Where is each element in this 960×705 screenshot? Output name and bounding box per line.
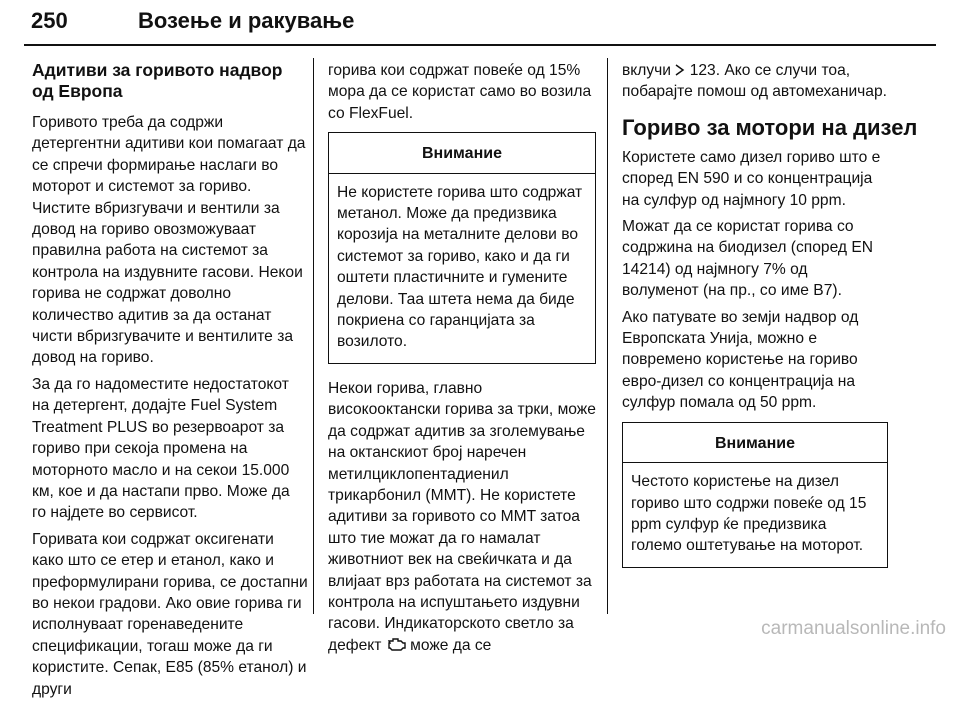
warning-text: Не користете горива што содржат метанол. Може да предизвика корозија на металните делови во системот за гориво, како и да ги оштети пластичните и гумените делови. Таа штета нема да биде покриена со гаранцијата за возилото. — [337, 183, 583, 351]
warning-title: Внимание — [623, 423, 887, 463]
section-heading-additives: Адитиви за горивото надвор од Европа — [32, 60, 283, 101]
engine-check-icon — [386, 635, 406, 656]
reference-arrow-icon — [675, 60, 685, 81]
column-divider-2 — [607, 58, 608, 614]
column-1 — [32, 60, 308, 705]
warning-text: Честото користење на дизел гориво што содржи повеќе од 15 ppm сулфур ќе предизвика големо оштетување на моторот. — [631, 473, 867, 555]
column-divider-1 — [313, 58, 314, 614]
warning-box — [622, 422, 888, 568]
paragraph — [328, 378, 596, 656]
section-heading-diesel: Гориво за мотори на дизел — [622, 114, 918, 140]
paragraph — [622, 60, 888, 103]
paragraph: горива кои содржат повеќе од 15% мора да се користат само во возила со FlexFuel. — [328, 62, 592, 122]
paragraph: Горивата кои содржат оксигенати како што се етер и етанол, како и преформулирани горива, се достапни во некои градови. Ако овие горива ги исполнуваат горенаведените спецификации, тогаш може да ги користите. Сепак, E85 (85% етанол) и други — [32, 530, 308, 698]
column-3 — [622, 60, 918, 582]
page-header — [24, 0, 936, 52]
paragraph: Ако патувате во земји надвор од Европската Унија, можно е повремено користење на гориво евро-дизел со концентрација на сулфур помала од 50 ppm. — [622, 308, 859, 412]
paragraph-text: . Ако се случи тоа, побарајте помош од автомеханичар. — [622, 62, 887, 101]
warning-title: Внимание — [329, 133, 595, 173]
warning-box — [328, 132, 596, 364]
column-2 — [328, 60, 596, 661]
page-reference[interactable]: 123 — [689, 62, 716, 79]
chapter-title: Возење и ракување — [138, 8, 355, 33]
paragraph: За да го надоместите недостатокот на детергент, додајте Fuel System Treatment PLUS во резервоарот за гориво при секоја промена на моторното масло и на секои 15.000 км, кое и да настапи прво. Може да го најдете во сервисот. — [32, 375, 290, 522]
paragraph-text: може да се — [405, 636, 492, 654]
header-rule — [24, 44, 936, 46]
page-number: 250 — [31, 8, 68, 33]
paragraph-text: вклучи — [622, 62, 676, 79]
paragraph-text: Некои горива, главно високооктански горива за трки, може да содржат адитив за зголемување на октанскиот број наречен метилциклопентадиенил трикарбонил (MMT). Не користете адитиви за горивото со MMT затоа што тие можат да го намалат животниот век на свеќичката и да влијаат врз работата на системот за контрола на испуштањето издувни гасови. Индикаторското светло за дефект — [328, 379, 596, 654]
paragraph: Користете само дизел гориво што е според EN 590 и со концентрација на сулфур од најмногу 10 ppm. — [622, 148, 881, 209]
paragraph: Горивото треба да содржи детергентни адитиви кои помагаат да се спречи формирање наслаги во моторот и системот за гориво. Чистите вбризгувачи и вентили за довод на гориво овозможуваат правилна работа на системот за контрола на издувните гасови. Некои горива не содржат доволно количество адитив за да останат чисти вбризгувачите и вентилите за довод на гориво. — [32, 114, 306, 367]
paragraph: Можат да се користат горива со содржина на биодизел (според EN 14214) од најмногу 7% од волуменот (на пр., со име B7). — [622, 218, 873, 300]
watermark: carmanualsonline.info — [761, 618, 946, 639]
